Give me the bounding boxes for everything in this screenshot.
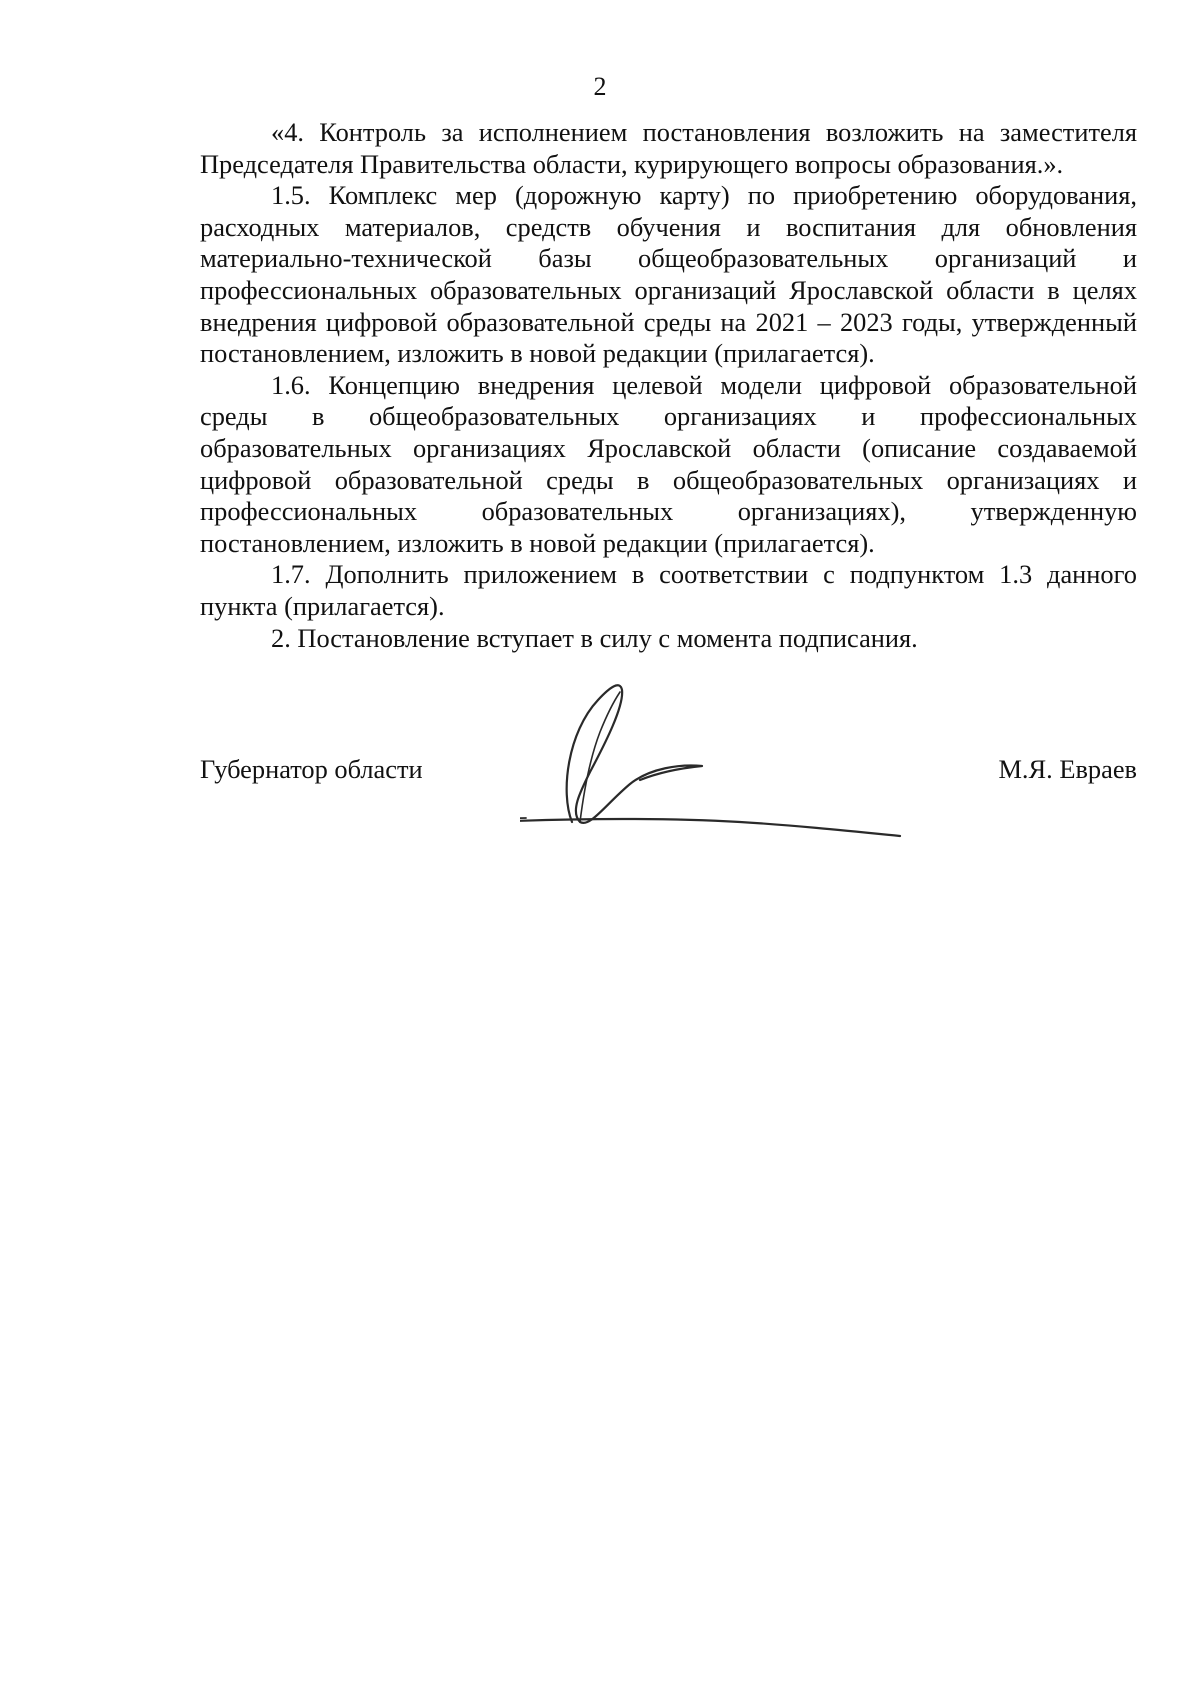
page-number: 2 xyxy=(593,72,607,101)
paragraph-1-5: 1.5. Комплекс мер (дорожную карту) по приобретению оборудования, расходных материалов, средств обучения и воспитания для обновления материально-технической базы общеобразовательных организаций и профессиональных образовательных организаций Ярославской области в целях внедрения цифровой образовательной среды на 2021 – 2023 годы, утвержденный постановлением, изложить в новой редакции (прилагается). xyxy=(200,180,1137,369)
document-body xyxy=(200,117,1137,654)
signatory-name: М.Я. Евраев xyxy=(998,754,1137,784)
paragraph-1-6: 1.6. Концепцию внедрения целевой модели цифровой образовательной среды в общеобразовательных организациях и профессиональных образовательных организациях Ярославской области (описание создаваемой цифровой образовательной среды в общеобразовательных организациях и профессиональных образовательных организациях), утвержденную постановлением, изложить в новой редакции (прилагается). xyxy=(200,369,1137,558)
signatory-title: Губернатор области xyxy=(200,754,423,784)
paragraph-1-7: 1.7. Дополнить приложением в соответствии с подпунктом 1.3 данного пункта (прилагается). xyxy=(200,559,1137,621)
paragraph-2: 2. Постановление вступает в силу с момента подписания. xyxy=(271,622,918,653)
signature-block xyxy=(200,752,1137,786)
paragraph-control-clause: «4. Контроль за исполнением постановления возложить на заместителя Председателя Правительства области, курирующего вопросы образования.». xyxy=(200,117,1137,179)
